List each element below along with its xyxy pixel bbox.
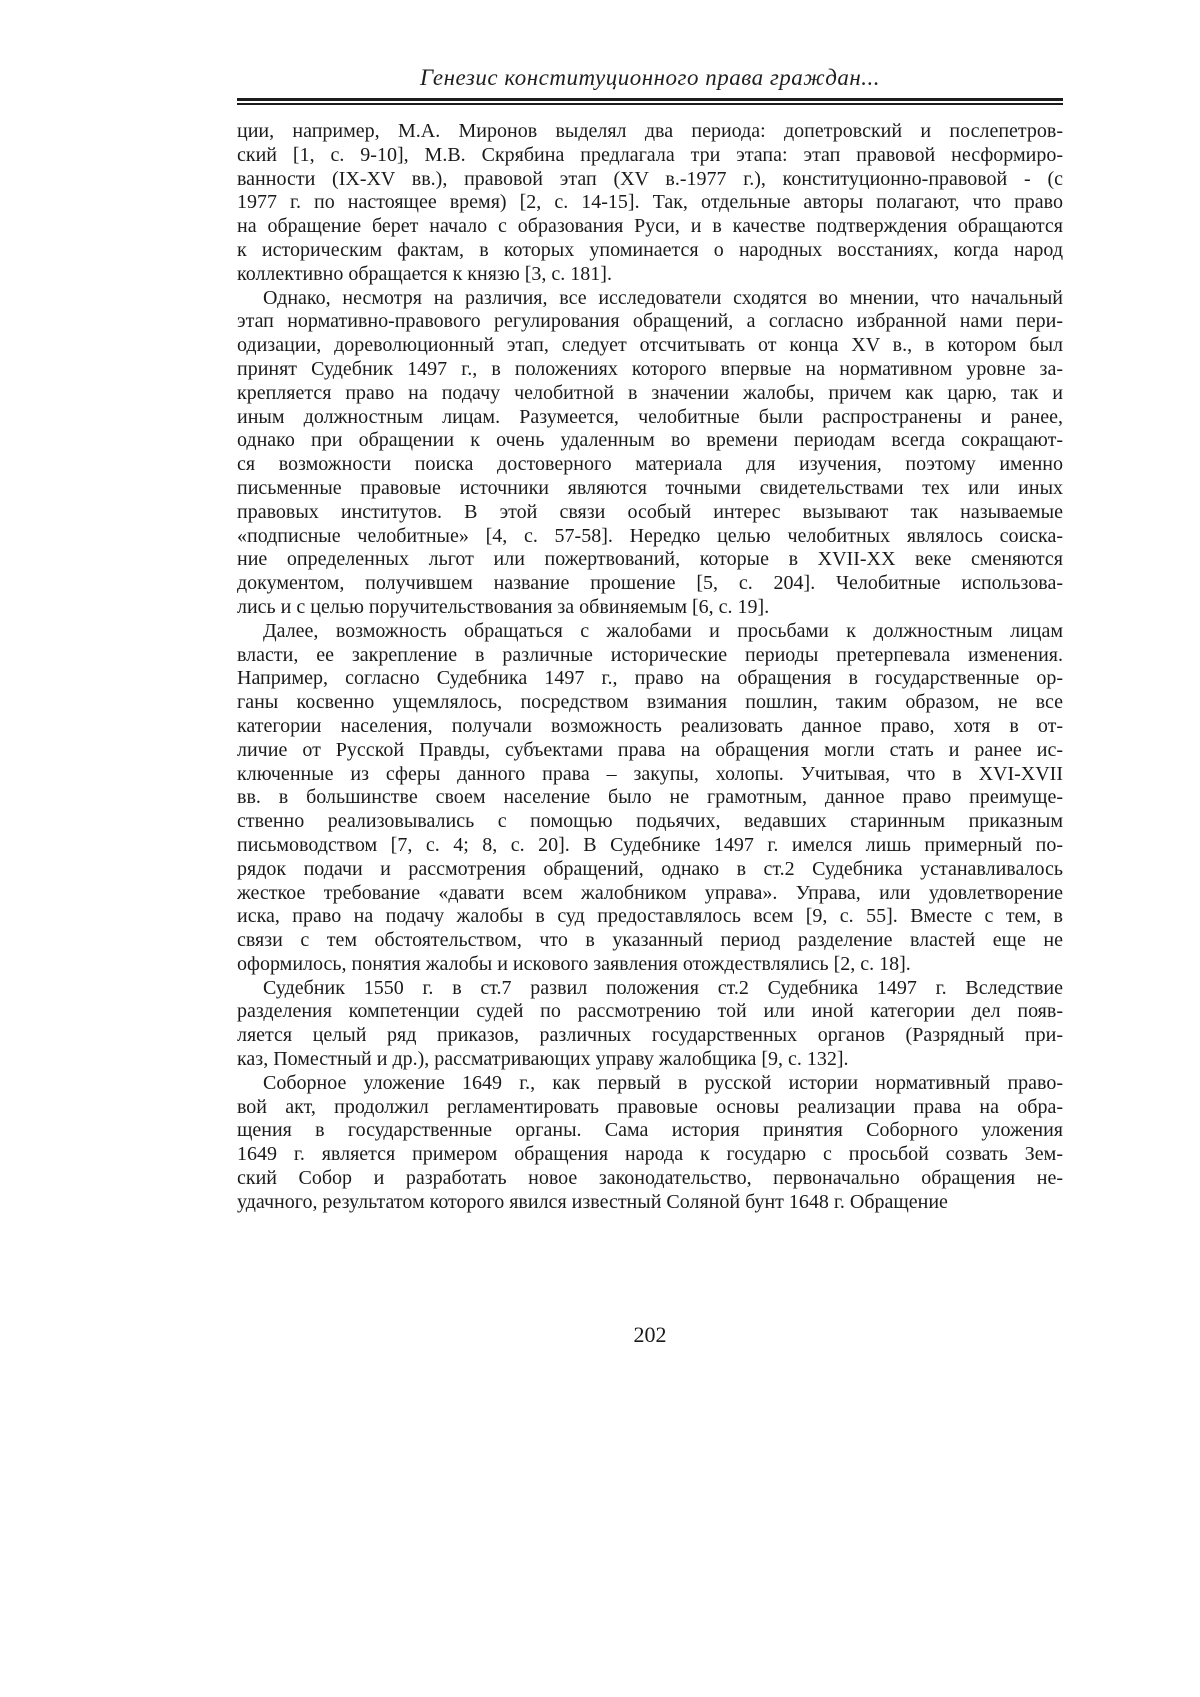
text-line: иным должностным лицам. Разумеется, челобитные были распространены и ранее,: [237, 405, 1063, 428]
text-line: к историческим фактам, в которых упоминается о народных восстаниях, когда народ: [237, 238, 1063, 261]
text-line: принят Судебник 1497 г., в положениях которого впервые на нормативном уровне за-: [237, 357, 1063, 380]
paragraph: [237, 977, 1063, 1072]
paragraph: [237, 120, 1063, 287]
text-line: ции, например, М.А. Миронов выделял два периода: допетровский и послепетров-: [237, 120, 1063, 142]
text-line: ся возможности поиска достоверного материала для изучения, поэтому именно: [237, 453, 1063, 476]
text-line: разделения компетенции судей по рассмотрению той или иной категории дел появ-: [237, 1000, 1063, 1023]
text-line: ляется целый ряд приказов, различных государственных органов (Разрядный при-: [237, 1024, 1063, 1047]
text-line: документом, получившем название прошение [5, с. 204]. Челобитные использова-: [237, 572, 1063, 595]
header-rule-thick: [237, 98, 1063, 101]
text-line: правовых институтов. В этой связи особый интерес вызывают так называемые: [237, 500, 1063, 523]
running-header-title: Генезис конституционного права граждан...: [420, 65, 880, 90]
header-rule-thin: [237, 103, 1063, 105]
text-line: связи с тем обстоятельством, что в указанный период разделение властей еще не: [237, 929, 1063, 952]
text-line: «подписные челобитные» [4, с. 57-58]. Нередко целью челобитных являлось соиска-: [237, 524, 1063, 547]
text-line: вой акт, продолжил регламентировать правовые основы реализации права на обра-: [237, 1095, 1063, 1118]
text-line: ванности (IX-XV вв.), правовой этап (XV в.-1977 г.), конституционно-правовой - (с: [237, 167, 1063, 190]
text-line: иска, право на подачу жалобы в суд предоставлялось всем [9, с. 55]. Вместе с тем, в: [237, 905, 1063, 928]
text-line: лись и с целью поручительствования за обвиняемым [6, с. 19].: [237, 595, 770, 618]
paragraph: [237, 620, 1063, 977]
text-line: ние определенных льгот или пожертвований, которые в XVII-XX веке сменяются: [237, 548, 1063, 571]
text-line: власти, ее закрепление в различные исторические периоды претерпевала изменения.: [237, 643, 1063, 666]
text-line: личие от Русской Правды, субъектами права на обращения могли стать и ранее ис-: [237, 738, 1063, 761]
text-block: [237, 64, 1063, 1215]
text-line: коллективно обращается к князю [3, с. 181].: [237, 262, 612, 285]
text-line: крепляется право на подачу челобитной в значении жалобы, причем как царю, так и: [237, 381, 1063, 404]
paragraph: [237, 1072, 1063, 1215]
article-body: [237, 120, 1063, 1215]
text-line: категории населения, получали возможность реализовать данное право, хотя в от-: [237, 714, 1063, 737]
paragraph: [237, 287, 1063, 620]
text-line: жесткое требование «давати всем жалобником управа». Управа, или удовлетворение: [237, 881, 1063, 904]
text-line: однако при обращении к очень удаленным во времени периодам всегда сокращают-: [237, 429, 1063, 452]
text-line: этап нормативно-правового регулирования обращений, а согласно избранной нами пери-: [237, 310, 1063, 333]
text-line: письменные правовые источники являются точными свидетельствами тех или иных: [237, 476, 1063, 499]
page-number: 202: [633, 1322, 667, 1347]
text-line: Однако, несмотря на различия, все исследователи сходятся во мнении, что начальный: [263, 286, 1063, 309]
text-line: ганы косвенно ущемлялось, посредством взимания пошлин, таким образом, не все: [237, 691, 1063, 714]
text-line: оформилось, понятия жалобы и искового заявления отождествлялись [2, с. 18].: [237, 952, 911, 975]
text-line: рядок подачи и рассмотрения обращений, однако в ст.2 Судебника устанавливалось: [237, 857, 1063, 880]
text-line: ский [1, с. 9-10], М.В. Скрябина предлагала три этапа: этап правовой несформиро-: [237, 143, 1063, 166]
text-line: Судебник 1550 г. в ст.7 развил положения ст.2 Судебника 1497 г. Вследствие: [263, 976, 1063, 999]
text-line: удачного, результатом которого явился известный Соляной бунт 1648 г. Обращение: [237, 1190, 948, 1213]
text-line: вв. в большинстве своем население было не грамотным, данное право преимуще-: [237, 786, 1063, 809]
text-line: щения в государственные органы. Сама история принятия Соборного уложения: [237, 1119, 1063, 1142]
text-line: Соборное уложение 1649 г., как первый в русской истории нормативный право-: [263, 1071, 1063, 1094]
text-line: ключенные из сферы данного права – закупы, холопы. Учитывая, что в XVI-XVII: [237, 762, 1063, 785]
text-line: ственно реализовывались с помощью подьячих, ведавших старинным приказным: [237, 810, 1063, 833]
text-line: 1649 г. является примером обращения народа к государю с просьбой созвать Зем-: [237, 1143, 1063, 1166]
text-line: ский Собор и разработать новое законодательство, первоначально обращения не-: [237, 1167, 1063, 1190]
text-line: одизации, дореволюционный этап, следует отсчитывать от конца XV в., в котором был: [237, 334, 1063, 357]
text-line: каз, Поместный и др.), рассматривающих управу жалобщика [9, с. 132].: [237, 1048, 849, 1071]
text-line: письмоводством [7, с. 4; 8, с. 20]. В Судебнике 1497 г. имелся лишь примерный по-: [237, 833, 1063, 856]
text-line: Например, согласно Судебника 1497 г., право на обращения в государственные ор-: [237, 667, 1063, 690]
text-line: на обращение берет начало с образования Руси, и в качестве подтверждения обращаются: [237, 215, 1063, 238]
text-line: 1977 г. по настоящее время) [2, с. 14-15]. Так, отдельные авторы полагают, что право: [237, 191, 1063, 214]
text-line: Далее, возможность обращаться с жалобами и просьбами к должностным лицам: [263, 619, 1063, 642]
